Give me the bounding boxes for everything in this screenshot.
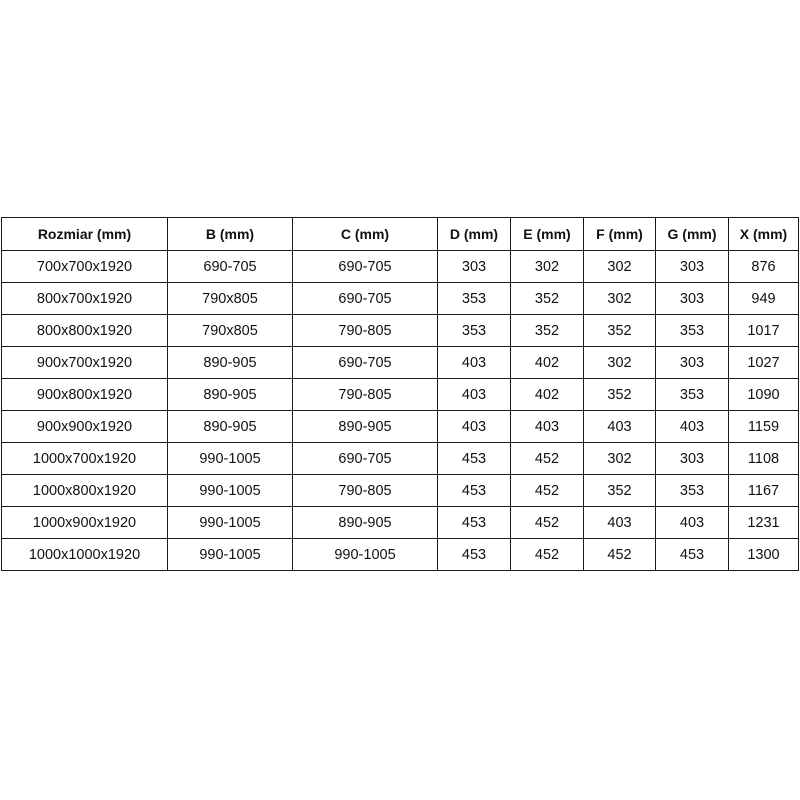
table-cell: 1000x700x1920 bbox=[2, 443, 168, 475]
table-cell: 790-805 bbox=[293, 315, 438, 347]
table-cell: 403 bbox=[438, 411, 511, 443]
table-cell: 453 bbox=[656, 539, 729, 571]
table-cell: 403 bbox=[656, 507, 729, 539]
table-cell: 452 bbox=[584, 539, 656, 571]
table-cell: 452 bbox=[511, 507, 584, 539]
table-cell: 690-705 bbox=[293, 251, 438, 283]
table-cell: 1108 bbox=[729, 443, 799, 475]
table-cell: 302 bbox=[584, 347, 656, 379]
table-cell: 302 bbox=[584, 443, 656, 475]
table-row bbox=[2, 251, 799, 283]
table-cell: 890-905 bbox=[293, 411, 438, 443]
table-cell: 890-905 bbox=[168, 379, 293, 411]
table-cell: 1000x800x1920 bbox=[2, 475, 168, 507]
table-cell: 1000x1000x1920 bbox=[2, 539, 168, 571]
table-cell: 353 bbox=[438, 283, 511, 315]
table-cell: 890-905 bbox=[168, 347, 293, 379]
table-row bbox=[2, 443, 799, 475]
header-b: B (mm) bbox=[168, 218, 293, 251]
dimensions-table-container bbox=[1, 217, 798, 571]
table-cell: 800x800x1920 bbox=[2, 315, 168, 347]
header-g: G (mm) bbox=[656, 218, 729, 251]
table-cell: 790-805 bbox=[293, 379, 438, 411]
table-cell: 690-705 bbox=[293, 443, 438, 475]
header-rozmiar: Rozmiar (mm) bbox=[2, 218, 168, 251]
table-cell: 303 bbox=[656, 251, 729, 283]
table-cell: 352 bbox=[584, 379, 656, 411]
table-cell: 700x700x1920 bbox=[2, 251, 168, 283]
table-cell: 402 bbox=[511, 379, 584, 411]
table-cell: 1017 bbox=[729, 315, 799, 347]
table-cell: 990-1005 bbox=[168, 507, 293, 539]
table-cell: 352 bbox=[584, 475, 656, 507]
table-cell: 352 bbox=[511, 315, 584, 347]
table-cell: 403 bbox=[656, 411, 729, 443]
table-cell: 303 bbox=[656, 347, 729, 379]
table-cell: 900x900x1920 bbox=[2, 411, 168, 443]
table-row bbox=[2, 475, 799, 507]
table-cell: 876 bbox=[729, 251, 799, 283]
table-cell: 303 bbox=[438, 251, 511, 283]
header-row bbox=[2, 218, 799, 251]
table-cell: 800x700x1920 bbox=[2, 283, 168, 315]
header-c: C (mm) bbox=[293, 218, 438, 251]
table-cell: 1090 bbox=[729, 379, 799, 411]
table-cell: 353 bbox=[656, 379, 729, 411]
table-cell: 1027 bbox=[729, 347, 799, 379]
table-row bbox=[2, 539, 799, 571]
table-cell: 990-1005 bbox=[293, 539, 438, 571]
table-row bbox=[2, 411, 799, 443]
table-cell: 452 bbox=[511, 539, 584, 571]
table-row bbox=[2, 507, 799, 539]
table-cell: 303 bbox=[656, 283, 729, 315]
table-cell: 453 bbox=[438, 539, 511, 571]
table-cell: 1159 bbox=[729, 411, 799, 443]
table-cell: 900x700x1920 bbox=[2, 347, 168, 379]
table-cell: 1231 bbox=[729, 507, 799, 539]
table-cell: 790-805 bbox=[293, 475, 438, 507]
table-cell: 890-905 bbox=[168, 411, 293, 443]
dimensions-table bbox=[1, 217, 799, 571]
table-cell: 949 bbox=[729, 283, 799, 315]
table-cell: 990-1005 bbox=[168, 475, 293, 507]
table-cell: 1000x900x1920 bbox=[2, 507, 168, 539]
header-e: E (mm) bbox=[511, 218, 584, 251]
table-row bbox=[2, 347, 799, 379]
table-cell: 352 bbox=[511, 283, 584, 315]
table-cell: 453 bbox=[438, 443, 511, 475]
table-cell: 452 bbox=[511, 443, 584, 475]
header-f: F (mm) bbox=[584, 218, 656, 251]
table-cell: 990-1005 bbox=[168, 443, 293, 475]
table-cell: 353 bbox=[656, 315, 729, 347]
table-cell: 302 bbox=[584, 283, 656, 315]
table-cell: 302 bbox=[511, 251, 584, 283]
table-cell: 303 bbox=[656, 443, 729, 475]
table-cell: 403 bbox=[511, 411, 584, 443]
table-cell: 690-705 bbox=[168, 251, 293, 283]
table-cell: 1300 bbox=[729, 539, 799, 571]
table-cell: 403 bbox=[438, 379, 511, 411]
table-cell: 1167 bbox=[729, 475, 799, 507]
table-cell: 403 bbox=[438, 347, 511, 379]
table-row bbox=[2, 379, 799, 411]
table-cell: 402 bbox=[511, 347, 584, 379]
table-cell: 353 bbox=[656, 475, 729, 507]
table-cell: 690-705 bbox=[293, 347, 438, 379]
header-d: D (mm) bbox=[438, 218, 511, 251]
table-cell: 352 bbox=[584, 315, 656, 347]
table-cell: 790x805 bbox=[168, 283, 293, 315]
table-cell: 690-705 bbox=[293, 283, 438, 315]
table-cell: 453 bbox=[438, 507, 511, 539]
table-cell: 452 bbox=[511, 475, 584, 507]
header-x: X (mm) bbox=[729, 218, 799, 251]
table-cell: 353 bbox=[438, 315, 511, 347]
table-cell: 403 bbox=[584, 411, 656, 443]
table-cell: 302 bbox=[584, 251, 656, 283]
table-cell: 900x800x1920 bbox=[2, 379, 168, 411]
table-row bbox=[2, 283, 799, 315]
table-cell: 403 bbox=[584, 507, 656, 539]
table-cell: 790x805 bbox=[168, 315, 293, 347]
table-cell: 453 bbox=[438, 475, 511, 507]
table-cell: 890-905 bbox=[293, 507, 438, 539]
table-cell: 990-1005 bbox=[168, 539, 293, 571]
table-row bbox=[2, 315, 799, 347]
